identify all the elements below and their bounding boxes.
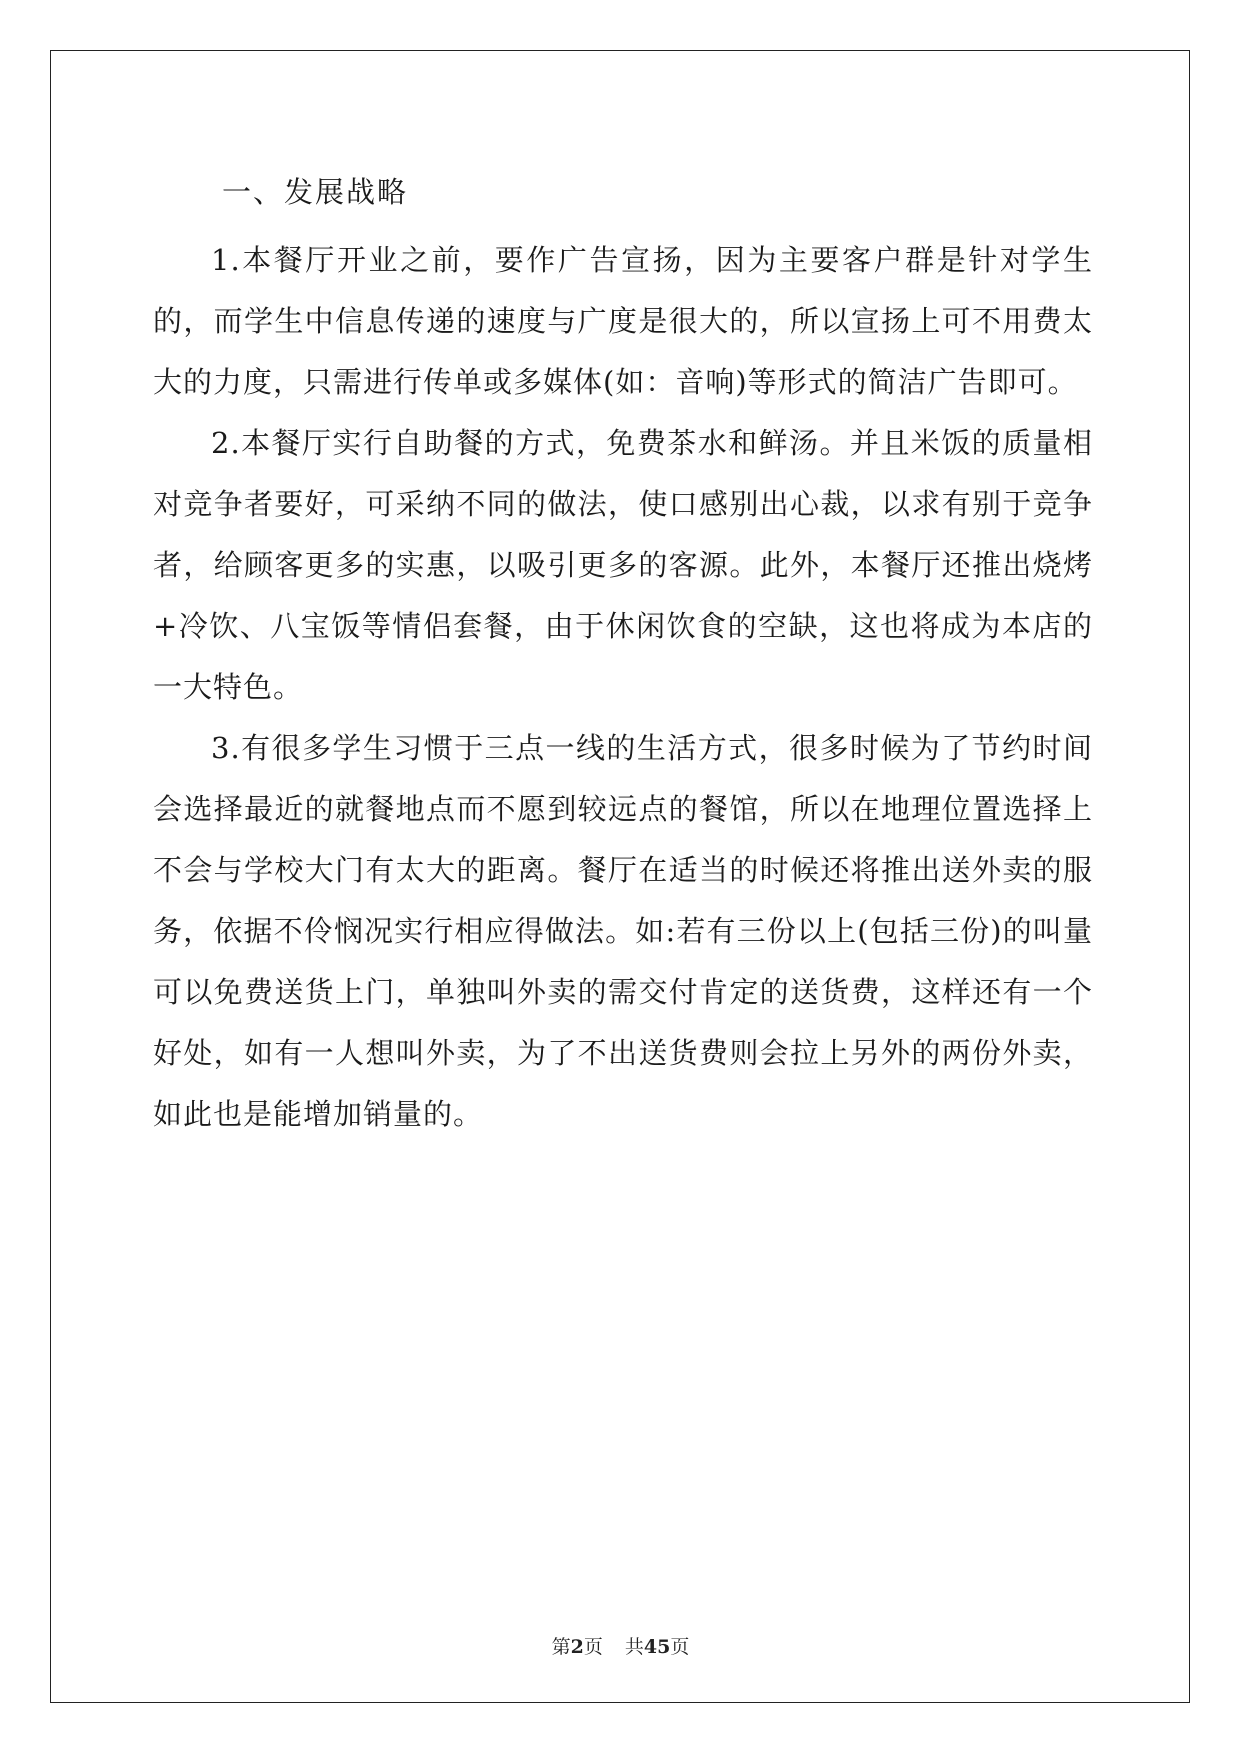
page-number: 2 bbox=[570, 1636, 584, 1658]
total-suffix: 页 bbox=[670, 1636, 690, 1658]
document-body bbox=[153, 160, 1093, 1145]
paragraph-3: 3.有很多学生习惯于三点一线的生活方式，很多时候为了节约时间会选择最近的就餐地点而不愿到较远点的餐馆，所以在地理位置选择上不会与学校大门有太大的距离。餐厅在适当的时候还将推出送外卖的服务，依据不伶悯况实行相应得做法。如:若有三份以上(包括三份)的叫量可以免费送货上门，单独叫外卖的需交付肯定的送货费，这样还有一个好处，如有一人想叫外卖，为了不出送货费则会拉上另外的两份外卖，如此也是能增加销量的。 bbox=[153, 731, 1093, 1131]
page-footer bbox=[0, 1632, 1241, 1659]
page-suffix: 页 bbox=[583, 1636, 603, 1658]
total-prefix: 共 bbox=[624, 1636, 644, 1658]
paragraph-1: 1.本餐厅开业之前，要作广告宣扬，因为主要客户群是针对学生的，而学生中信息传递的速度与广度是很大的，所以宣扬上可不用费太大的力度，只需进行传单或多媒体(如：音响)等形式的简洁广告即可。 bbox=[153, 243, 1093, 399]
section-heading: 一、发展战略 bbox=[222, 175, 409, 209]
total-pages: 45 bbox=[643, 1636, 671, 1658]
paragraph-2: 2.本餐厅实行自助餐的方式，免费茶水和鲜汤。并且米饭的质量相对竞争者要好，可采纳不同的做法，使口感别出心裁，以求有别于竞争者，给顾客更多的实惠，以吸引更多的客源。此外，本餐厅还推出烧烤+冷饮、八宝饭等情侣套餐，由于休闲饮食的空缺，这也将成为本店的一大特色。 bbox=[153, 426, 1093, 704]
page-prefix: 第 bbox=[551, 1636, 571, 1658]
